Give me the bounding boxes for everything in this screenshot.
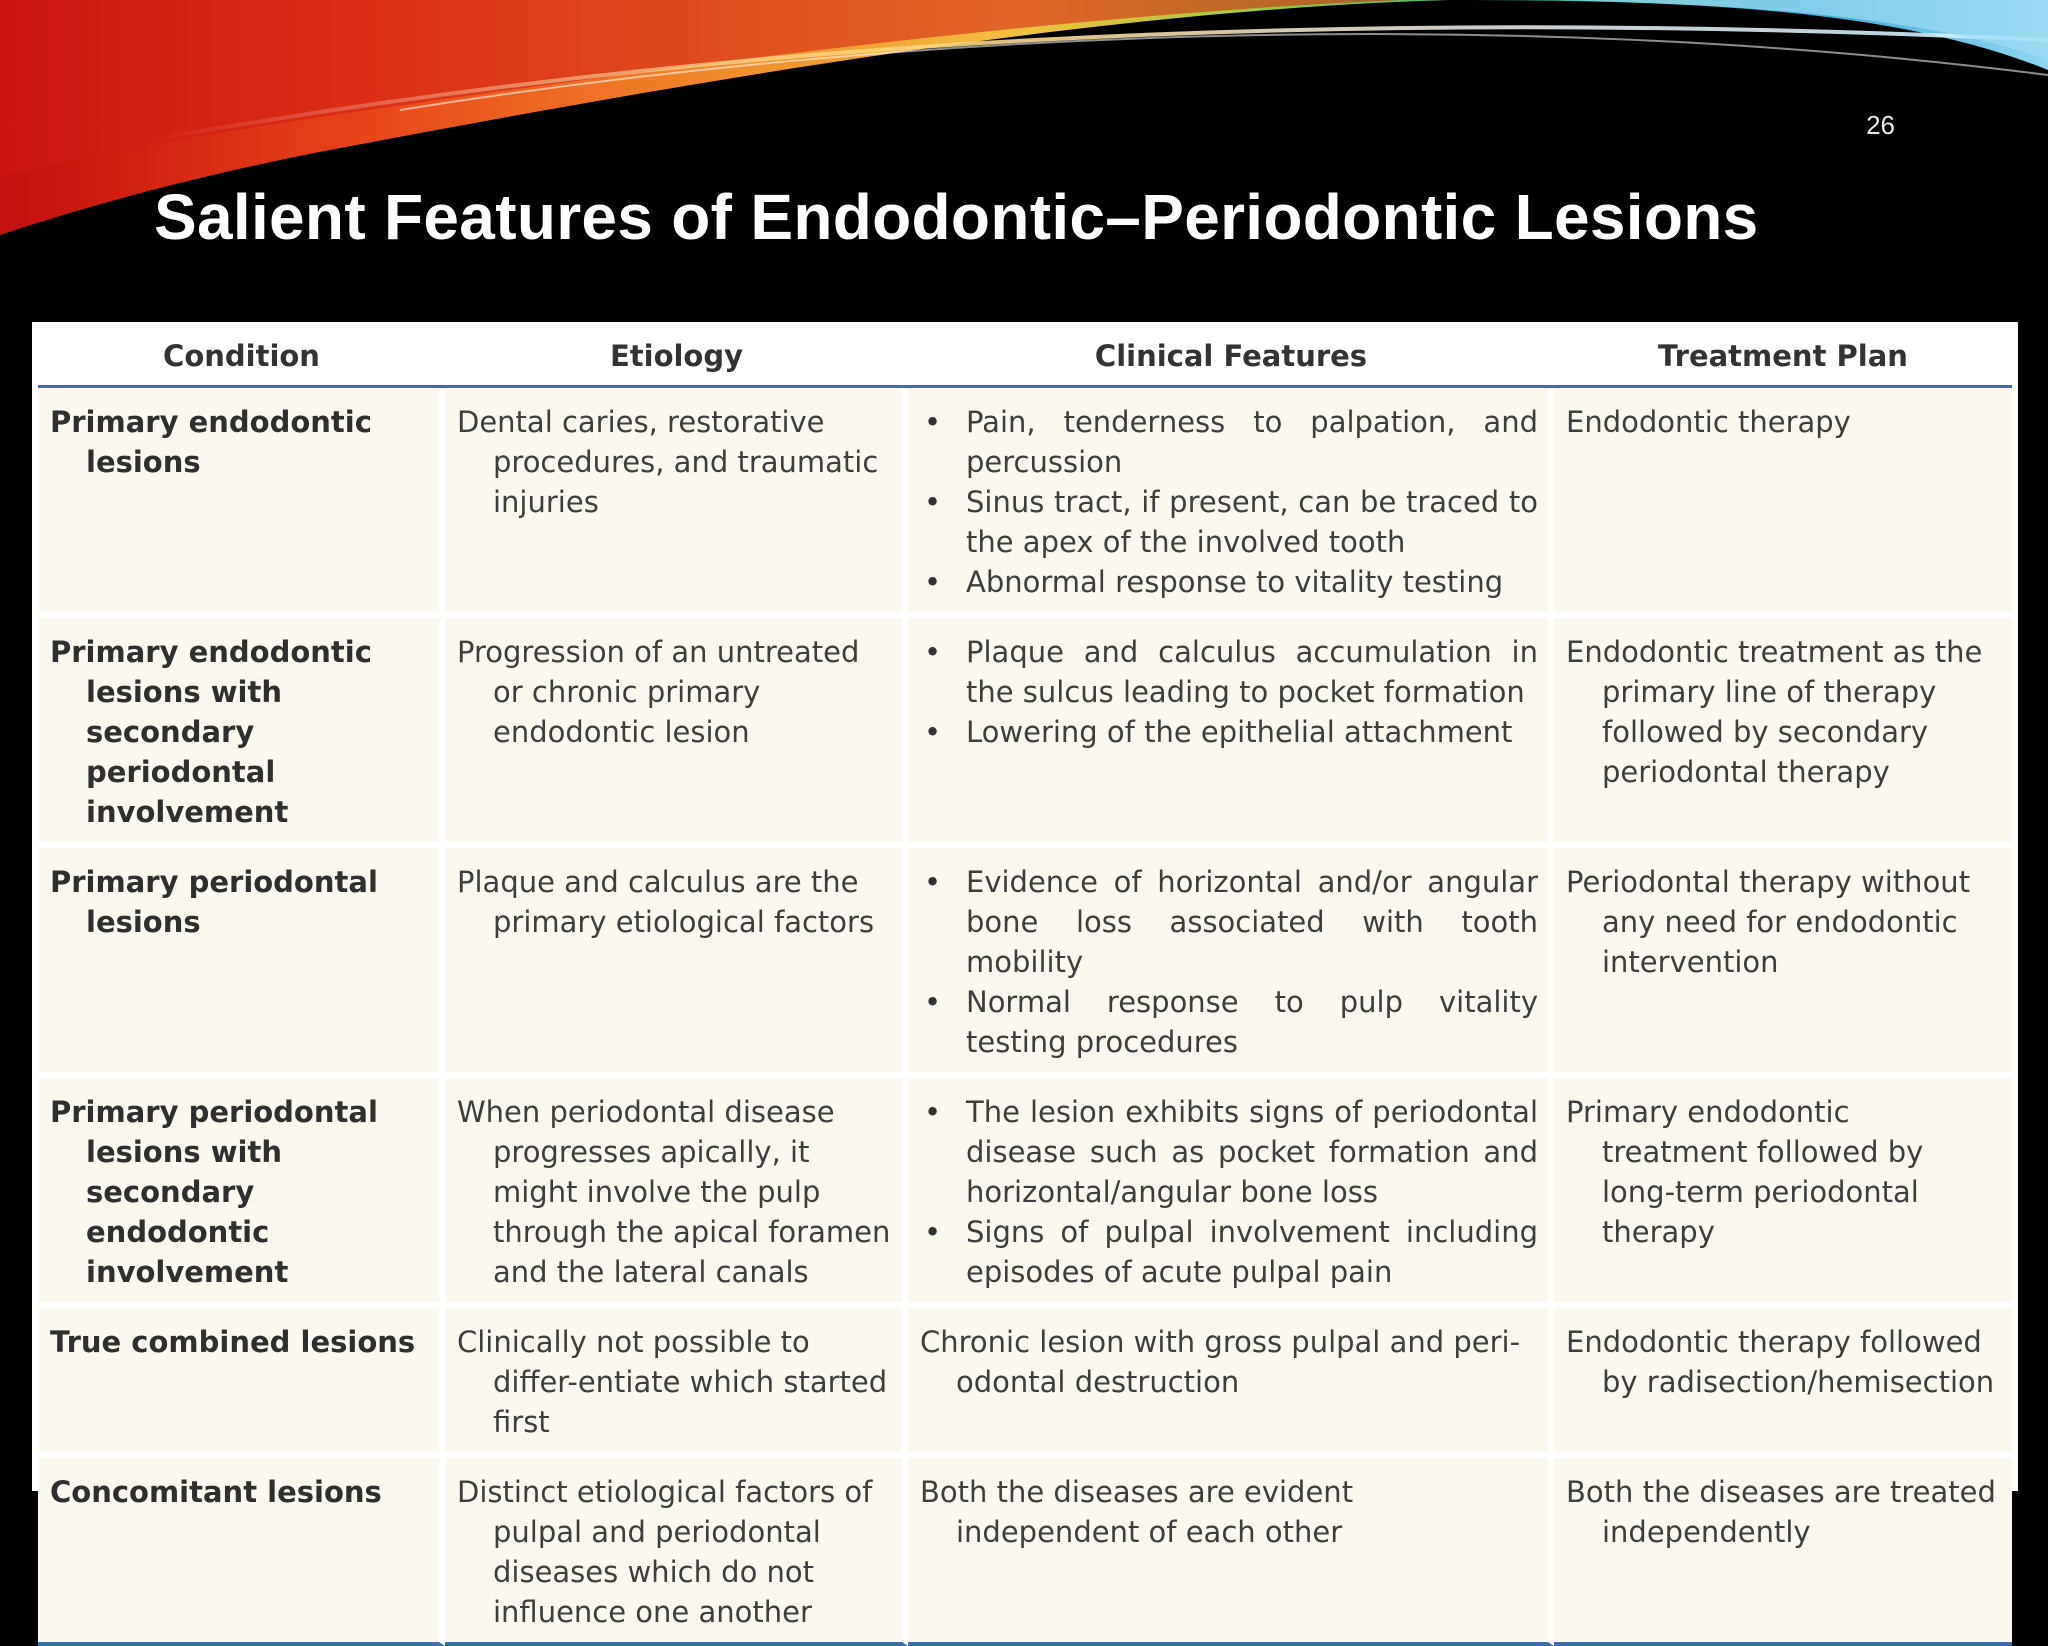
features-cell: [908, 848, 1554, 1078]
feature-bullet: • Evidence of horizontal and/or angular bone loss associated with tooth mobility: [920, 862, 1538, 982]
etiology-cell: Dental caries, restorative procedures, and traumatic injuries: [445, 388, 908, 618]
feature-bullet: • Pain, tenderness to palpation, and percussion: [920, 402, 1538, 482]
header-treatment-plan: Treatment Plan: [1554, 327, 2012, 388]
etiology-cell: Distinct etiological factors of pulpal and periodontal diseases which do not influence one another: [445, 1458, 908, 1646]
features-table: [32, 322, 2018, 1629]
header-etiology: Etiology: [445, 327, 908, 388]
feature-bullet: • Plaque and calculus accumulation in the sulcus leading to pocket formation: [920, 632, 1538, 712]
condition-cell: True combined lesions: [38, 1308, 445, 1458]
condition-cell: Primary periodontal lesions with secondary endodontic involvement: [38, 1078, 445, 1308]
header-clinical-features: Clinical Features: [908, 327, 1554, 388]
features-cell: Both the diseases are evident independent of each other: [908, 1458, 1554, 1646]
etiology-cell: Plaque and calculus are the primary etiological factors: [445, 848, 908, 1078]
feature-bullet: • The lesion exhibits signs of periodontal disease such as pocket formation and horizontal/angular bone loss: [920, 1092, 1538, 1212]
slide-number: 26: [1866, 110, 1895, 140]
slide-title: Salient Features of Endodontic–Periodontic Lesions: [154, 181, 1759, 253]
table-header-row: [38, 327, 2012, 388]
feature-bullet: • Signs of pulpal involvement including episodes of acute pulpal pain: [920, 1212, 1538, 1292]
table-row: [38, 618, 2012, 848]
decorative-swoosh: [0, 0, 2048, 300]
feature-bullet: • Sinus tract, if present, can be traced to the apex of the involved tooth: [920, 482, 1538, 562]
condition-cell: Primary endodontic lesions with secondary periodontal involvement: [38, 618, 445, 848]
etiology-cell: When periodontal disease progresses apically, it might involve the pulp through the apical foramen and the lateral canals: [445, 1078, 908, 1308]
features-cell: Chronic lesion with gross pulpal and peri-odontal destruction: [908, 1308, 1554, 1458]
table-row: [38, 1458, 2012, 1646]
features-cell: [908, 388, 1554, 618]
etiology-cell: Progression of an untreated or chronic primary endodontic lesion: [445, 618, 908, 848]
feature-bullet: • Lowering of the epithelial attachment: [920, 712, 1538, 752]
table-row: [38, 1308, 2012, 1458]
table-row: [38, 1078, 2012, 1308]
table-row: [38, 848, 2012, 1078]
feature-bullet: • Abnormal response to vitality testing: [920, 562, 1538, 602]
condition-cell: Concomitant lesions: [38, 1458, 445, 1646]
condition-cell: Primary endodontic lesions: [38, 388, 445, 618]
treatment-cell: Both the diseases are treated independently: [1554, 1458, 2012, 1646]
condition-cell: Primary periodontal lesions: [38, 848, 445, 1078]
features-cell: [908, 618, 1554, 848]
treatment-cell: Endodontic therapy: [1554, 388, 2012, 618]
features-cell: [908, 1078, 1554, 1308]
table-row: [38, 388, 2012, 618]
treatment-cell: Endodontic treatment as the primary line of therapy followed by secondary periodontal therapy: [1554, 618, 2012, 848]
treatment-cell: Primary endodontic treatment followed by long-term periodontal therapy: [1554, 1078, 2012, 1308]
etiology-cell: Clinically not possible to differ-entiate which started first: [445, 1308, 908, 1458]
treatment-cell: Endodontic therapy followed by radisection/hemisection: [1554, 1308, 2012, 1458]
treatment-cell: Periodontal therapy without any need for endodontic intervention: [1554, 848, 2012, 1078]
feature-bullet: • Normal response to pulp vitality testing procedures: [920, 982, 1538, 1062]
header-condition: Condition: [38, 327, 445, 388]
